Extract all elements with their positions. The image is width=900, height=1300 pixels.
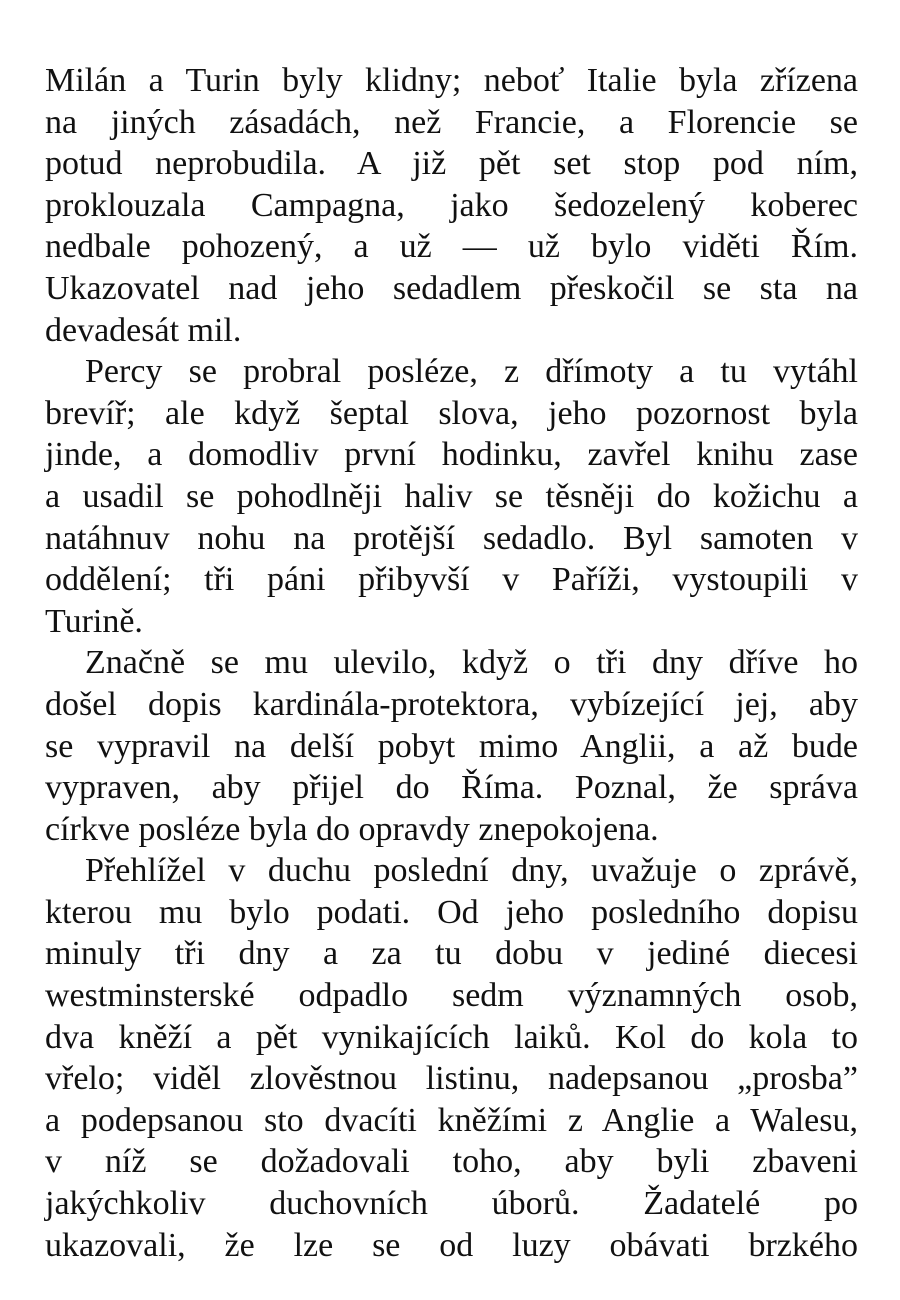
text-line: Ukazovatel nad jeho sedadlem přeskočil se sta na xyxy=(45,269,858,307)
paragraph xyxy=(45,642,858,850)
text-line: vřelo; viděl zlověstnou listinu, nadepsanou „prosba” xyxy=(45,1060,858,1098)
text-line: proklouzala Campagna, jako šedozelený koberec xyxy=(45,186,858,224)
text-line: a usadil se pohodlněji haliv se těsněji do kožichu a xyxy=(45,477,858,515)
text-line: a podepsanou sto dvacíti kněžími z Anglie a Walesu, xyxy=(45,1101,858,1139)
text-line: na jiných zásadách, než Francie, a Florencie se xyxy=(45,103,858,141)
text-line: Přehlížel v duchu poslední dny, uvažuje o zprávě, xyxy=(85,852,858,890)
text-line: jakýchkoliv duchovních úborů. Žadatelé po xyxy=(45,1185,858,1223)
text-line: se vypravil na delší pobyt mimo Anglii, a až bude xyxy=(45,727,858,765)
paragraph xyxy=(45,850,858,1266)
text-line: westminsterské odpadlo sedm významných osob, xyxy=(45,977,858,1015)
book-page xyxy=(45,60,858,1266)
text-line: Milán a Turin byly klidny; neboť Italie byla zřízena xyxy=(45,62,858,99)
text-line: natáhnuv nohu na protější sedadlo. Byl samoten v xyxy=(45,519,858,557)
paragraph xyxy=(45,60,858,351)
text-line: brevíř; ale když šeptal slova, jeho pozornost byla xyxy=(45,394,858,432)
text-line: potud neprobudila. A již pět set stop pod ním, xyxy=(45,145,858,183)
text-line: došel dopis kardinála-protektora, vybízející jej, aby xyxy=(45,685,858,723)
text-line: nedbale pohozený, a už — už bylo viděti Řím. xyxy=(45,228,858,266)
text-line: Turině. xyxy=(45,602,143,640)
text-line: církve posléze byla do opravdy znepokojena. xyxy=(45,810,659,848)
text-line: devadesát mil. xyxy=(45,311,242,349)
text-line: Percy se probral posléze, z dřímoty a tu vytáhl xyxy=(85,353,858,391)
text-line: oddělení; tři páni přibyvší v Paříži, vystoupili v xyxy=(45,561,858,599)
text-line: v níž se dožadovali toho, aby byli zbaveni xyxy=(45,1143,858,1181)
text-line: Značně se mu ulevilo, když o tři dny dříve ho xyxy=(85,644,858,682)
text-line: jinde, a domodliv první hodinku, zavřel knihu zase xyxy=(45,436,858,474)
text-line: dva kněží a pět vynikajících laiků. Kol do kola to xyxy=(45,1018,858,1056)
text-line: minuly tři dny a za tu dobu v jediné diecesi xyxy=(45,935,858,973)
text-line: kterou mu bylo podati. Od jeho posledního dopisu xyxy=(45,893,858,931)
text-line: vypraven, aby přijel do Říma. Poznal, že správa xyxy=(45,769,858,807)
text-line: ukazovali, že lze se od luzy obávati brzkého xyxy=(45,1226,858,1264)
paragraph xyxy=(45,351,858,642)
